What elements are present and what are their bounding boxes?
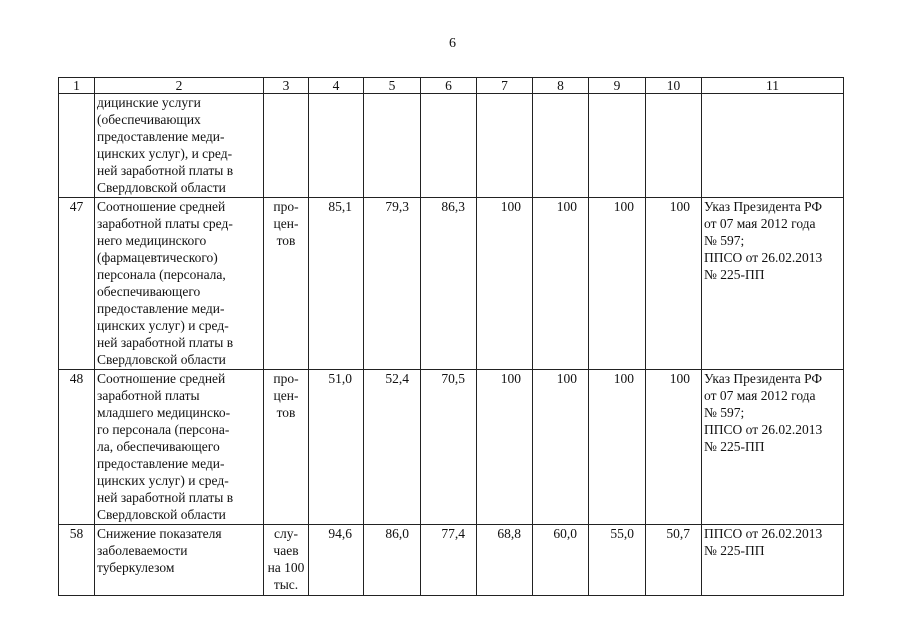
indicator-name-line: заболеваемости bbox=[97, 543, 188, 558]
indicator-name-line: туберкулезом bbox=[97, 560, 175, 575]
unit-line: слу- bbox=[274, 526, 298, 541]
value-cell: 52,4 bbox=[364, 370, 421, 525]
table-row bbox=[59, 94, 844, 198]
indicator-name-line: персонала (персонала, bbox=[97, 267, 226, 282]
value-cell bbox=[309, 94, 364, 198]
value-cell: 79,3 bbox=[364, 198, 421, 370]
unit-line: цен- bbox=[273, 388, 299, 403]
unit-line: тов bbox=[276, 405, 296, 420]
header-row bbox=[59, 78, 844, 94]
value-cell: 68,8 bbox=[477, 525, 533, 596]
value-cell: 51,0 bbox=[309, 370, 364, 525]
unit-line: чаев bbox=[273, 543, 299, 558]
indicators-table bbox=[58, 77, 844, 596]
indicator-name-line: предоставление меди- bbox=[97, 129, 225, 144]
unit-line: про- bbox=[273, 199, 299, 214]
reference-cell bbox=[702, 370, 844, 525]
unit-cell bbox=[264, 198, 309, 370]
page-number: 6 bbox=[449, 36, 456, 51]
table-row bbox=[59, 198, 844, 370]
table-row bbox=[59, 370, 844, 525]
reference-line: № 225-ПП bbox=[704, 543, 765, 558]
column-header: 4 bbox=[309, 78, 364, 94]
column-header: 8 bbox=[533, 78, 589, 94]
indicator-name-line: обеспечивающего bbox=[97, 284, 201, 299]
indicator-name-line: цинских услуг) и сред- bbox=[97, 473, 229, 488]
reference-line: ППСО от 26.02.2013 bbox=[704, 526, 823, 541]
indicator-name-line: Свердловской области bbox=[97, 507, 226, 522]
value-cell: 86,3 bbox=[421, 198, 477, 370]
unit-line: тов bbox=[276, 233, 296, 248]
indicator-name-line: Снижение показателя bbox=[97, 526, 222, 541]
row-number: 58 bbox=[59, 525, 95, 596]
indicator-name-line: Свердловской области bbox=[97, 180, 226, 195]
row-number: 48 bbox=[59, 370, 95, 525]
indicator-name-line: ла, обеспечивающего bbox=[97, 439, 220, 454]
indicator-name-line: предоставление меди- bbox=[97, 456, 225, 471]
value-cell bbox=[589, 94, 646, 198]
value-cell: 50,7 bbox=[646, 525, 702, 596]
column-header: 5 bbox=[364, 78, 421, 94]
reference-line: № 597; bbox=[704, 233, 745, 248]
value-cell bbox=[477, 94, 533, 198]
unit-line: про- bbox=[273, 371, 299, 386]
indicator-name-line: предоставление меди- bbox=[97, 301, 225, 316]
value-cell: 85,1 bbox=[309, 198, 364, 370]
indicator-name-line: цинских услуг), и сред- bbox=[97, 146, 233, 161]
reference-line: № 225-ПП bbox=[704, 267, 765, 282]
reference-line: № 225-ПП bbox=[704, 439, 765, 454]
row-number: 47 bbox=[59, 198, 95, 370]
column-header: 7 bbox=[477, 78, 533, 94]
reference-line: ППСО от 26.02.2013 bbox=[704, 422, 823, 437]
value-cell bbox=[646, 94, 702, 198]
indicator-name-line: ней заработной платы в bbox=[97, 163, 234, 178]
value-cell: 100 bbox=[646, 198, 702, 370]
value-cell: 100 bbox=[589, 198, 646, 370]
reference-line: от 07 мая 2012 года bbox=[704, 388, 816, 403]
reference-cell bbox=[702, 525, 844, 596]
indicator-name bbox=[95, 370, 264, 525]
indicator-name bbox=[95, 94, 264, 198]
value-cell: 100 bbox=[646, 370, 702, 525]
reference-line: № 597; bbox=[704, 405, 745, 420]
indicator-name-line: заработной платы сред- bbox=[97, 216, 233, 231]
column-header: 6 bbox=[421, 78, 477, 94]
unit-line: цен- bbox=[273, 216, 299, 231]
value-cell bbox=[533, 94, 589, 198]
indicator-name bbox=[95, 525, 264, 596]
value-cell: 77,4 bbox=[421, 525, 477, 596]
column-header: 2 bbox=[95, 78, 264, 94]
unit-cell bbox=[264, 94, 309, 198]
indicator-name-line: Соотношение средней bbox=[97, 371, 226, 386]
indicator-name-line: заработной платы bbox=[97, 388, 200, 403]
value-cell bbox=[364, 94, 421, 198]
column-header: 11 bbox=[702, 78, 844, 94]
indicator-name-line: Свердловской области bbox=[97, 352, 226, 367]
value-cell: 100 bbox=[477, 370, 533, 525]
value-cell: 100 bbox=[533, 370, 589, 525]
indicator-name-line: (фармацевтического) bbox=[97, 250, 218, 265]
column-header: 9 bbox=[589, 78, 646, 94]
reference-cell bbox=[702, 198, 844, 370]
table-row bbox=[59, 525, 844, 596]
value-cell: 70,5 bbox=[421, 370, 477, 525]
value-cell: 86,0 bbox=[364, 525, 421, 596]
reference-line: Указ Президента РФ bbox=[704, 371, 823, 386]
value-cell: 94,6 bbox=[309, 525, 364, 596]
reference-cell bbox=[702, 94, 844, 198]
unit-cell bbox=[264, 370, 309, 525]
value-cell: 55,0 bbox=[589, 525, 646, 596]
indicator-name-line: го персонала (персона- bbox=[97, 422, 230, 437]
column-header: 1 bbox=[59, 78, 95, 94]
unit-cell bbox=[264, 525, 309, 596]
reference-line: Указ Президента РФ bbox=[704, 199, 823, 214]
reference-line: ППСО от 26.02.2013 bbox=[704, 250, 823, 265]
column-header: 3 bbox=[264, 78, 309, 94]
indicator-name bbox=[95, 198, 264, 370]
indicator-name-line: Соотношение средней bbox=[97, 199, 226, 214]
unit-line: на 100 bbox=[267, 560, 305, 575]
indicator-name-line: ней заработной платы в bbox=[97, 490, 234, 505]
value-cell bbox=[421, 94, 477, 198]
indicator-name-line: ней заработной платы в bbox=[97, 335, 234, 350]
indicator-name-line: (обеспечивающих bbox=[97, 112, 201, 127]
value-cell: 60,0 bbox=[533, 525, 589, 596]
indicator-name-line: цинских услуг) и сред- bbox=[97, 318, 229, 333]
row-number bbox=[59, 94, 95, 198]
indicator-name-line: дицинские услуги bbox=[97, 95, 201, 110]
unit-line: тыс. bbox=[273, 577, 299, 592]
value-cell: 100 bbox=[533, 198, 589, 370]
column-header: 10 bbox=[646, 78, 702, 94]
reference-line: от 07 мая 2012 года bbox=[704, 216, 816, 231]
value-cell: 100 bbox=[589, 370, 646, 525]
value-cell: 100 bbox=[477, 198, 533, 370]
indicator-name-line: младшего медицинско- bbox=[97, 405, 231, 420]
indicator-name-line: него медицинского bbox=[97, 233, 207, 248]
